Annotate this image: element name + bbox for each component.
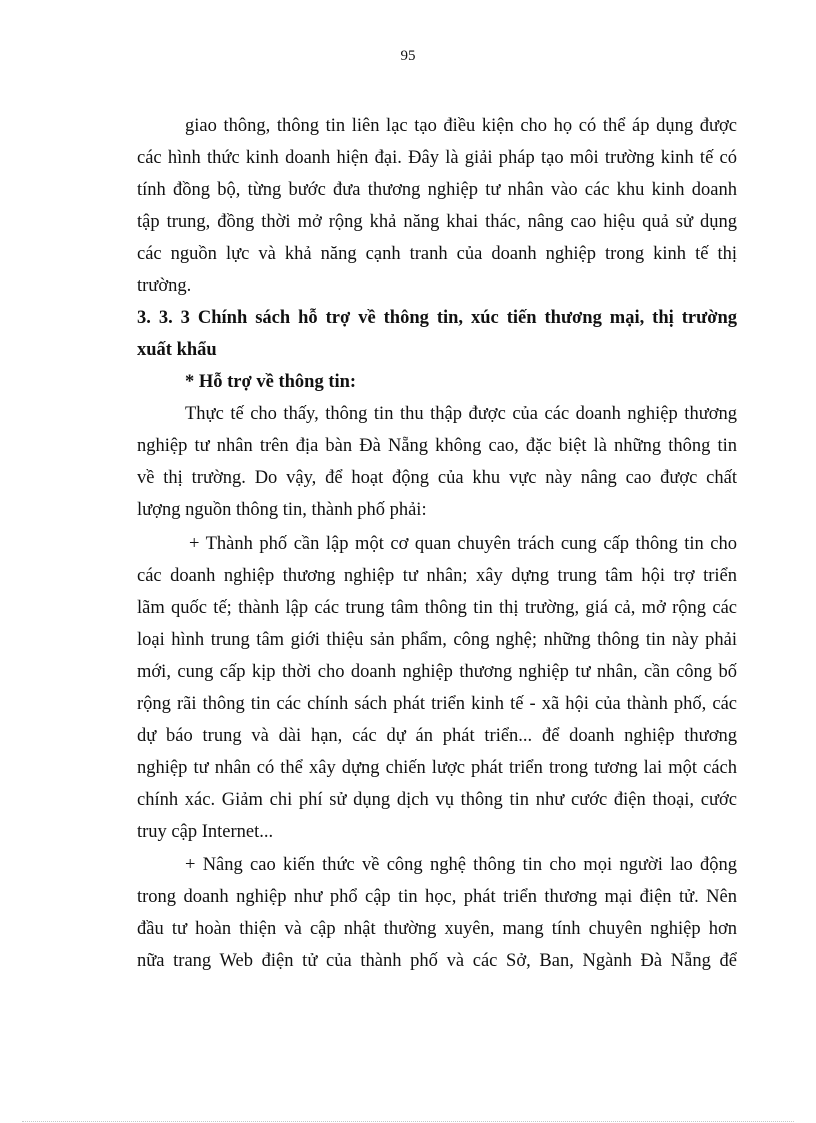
page-bottom-divider xyxy=(22,1121,794,1122)
text-line: giao thông, thông tin liên lạc tạo điều kiện cho họ có thể áp dụng được xyxy=(185,116,737,136)
text-line: trong doanh nghiệp như phổ cập tin học, phát triển thương mại điện tử. Nên xyxy=(137,887,737,907)
text-line: các doanh nghiệp thương nghiệp tư nhân; xây dựng trung tâm hội trợ triển xyxy=(137,566,737,586)
text-line: tính đồng bộ, từng bước đưa thương nghiệp tư nhân vào các khu kinh doanh xyxy=(137,180,737,200)
page-number: 95 xyxy=(400,48,416,64)
text-line: truy cập Internet... xyxy=(137,822,274,842)
text-line: các hình thức kinh doanh hiện đại. Đây là giải pháp tạo môi trường kinh tế có xyxy=(137,148,737,168)
text-line: nghiệp tư nhân trên địa bàn Đà Nẵng không cao, đặc biệt là những thông tin xyxy=(137,436,737,456)
text-line: trường. xyxy=(137,276,192,296)
text-line: đầu tư hoàn thiện và cập nhật thường xuyên, mang tính chuyên nghiệp hơn xyxy=(137,919,737,939)
text-line: + Nâng cao kiến thức về công nghệ thông tin cho mọi người lao động xyxy=(185,855,737,875)
text-line: nghiệp tư nhân có thể xây dựng chiến lược phát triển trong tương lai một cách xyxy=(137,758,737,778)
section-heading: xuất khẩu xyxy=(137,340,217,360)
text-line: về thị trường. Do vậy, để hoạt động của khu vực này nâng cao được chất xyxy=(137,468,737,488)
text-line: rộng rãi thông tin các chính sách phát triển kinh tế - xã hội của thành phố, các xyxy=(137,694,737,714)
text-line: các nguồn lực và khả năng cạnh tranh của doanh nghiệp trong kinh tế thị xyxy=(137,244,737,264)
text-line: lượng nguồn thông tin, thành phố phải: xyxy=(137,500,427,520)
text-line: dự báo trung và dài hạn, các dự án phát triển... để doanh nghiệp thương xyxy=(137,726,737,746)
text-line: nữa trang Web điện tử của thành phố và các Sở, Ban, Ngành Đà Nẵng để xyxy=(137,951,737,971)
text-line: Thực tế cho thấy, thông tin thu thập được của các doanh nghiệp thương xyxy=(185,404,737,424)
text-line: tập trung, đồng thời mở rộng khả năng khai thác, nâng cao hiệu quả sử dụng xyxy=(137,212,737,232)
sub-heading: * Hỗ trợ về thông tin: xyxy=(185,372,357,392)
text-line: + Thành phố cần lập một cơ quan chuyên trách cung cấp thông tin cho xyxy=(189,534,737,554)
text-line: mới, cung cấp kịp thời cho doanh nghiệp thương nghiệp tư nhân, cần công bố xyxy=(137,662,737,682)
text-line: chính xác. Giảm chi phí sử dụng dịch vụ thông tin như cước điện thoại, cước xyxy=(137,790,737,810)
section-heading: 3. 3. 3 Chính sách hỗ trợ về thông tin, xúc tiến thương mại, thị trường xyxy=(137,308,737,328)
text-line: loại hình trung tâm giới thiệu sản phẩm, công nghệ; những thông tin này phải xyxy=(137,630,737,650)
text-line: lãm quốc tế; thành lập các trung tâm thông tin thị trường, giá cả, mở rộng các xyxy=(137,598,737,618)
